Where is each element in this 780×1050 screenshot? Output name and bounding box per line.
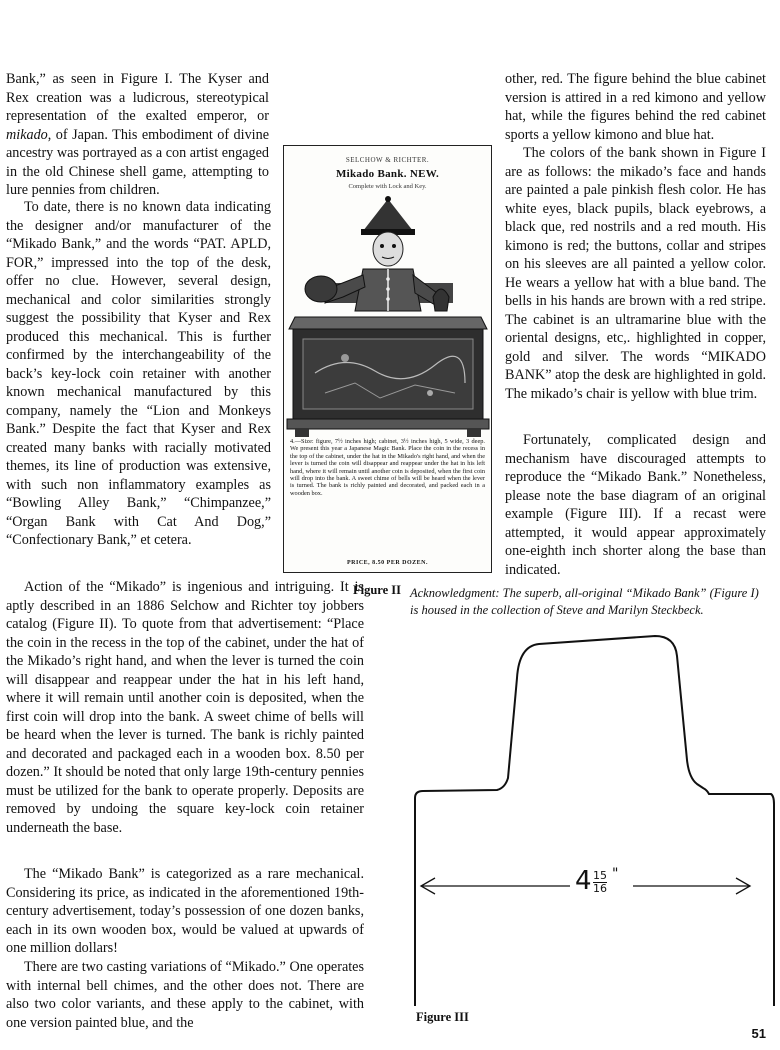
dimension-whole: 4	[575, 866, 592, 896]
left-paragraph-1: Bank,” as seen in Figure I. The Kyser and Rex creation was a ludicrous, stereotypical representation of the exalted emperor, or mikado, of Japan. This embodiment of divine ancestry was portrayed as a con artist engaged in the old Chinese shell game, attempting to lure pennies from children.	[6, 70, 364, 200]
ad-description: 4.—Size: figure, 7½ inches high; cabinet, 3½ inches high, 5 wide, 3 deep. We present this year a Japanese Magic Bank. Place the coin in the recess in the top of the cabinet, under the hat in the Mikado's right hand, and when the lever is turned the coin will disappear and reappear under the hat in his left hand, where it will remain until another coin is deposited, when the first coin will drop into the bank. A sweet chime of bells will be heard when the lever is turned. The bank is richly painted and decorated, and packed each in a wooden box.	[290, 438, 485, 497]
mikado-face	[373, 232, 403, 266]
ad-subtitle: Complete with Lock and Key.	[348, 183, 427, 190]
left-paragraph-4: The “Mikado Bank” is categorized as a rare mechanical. Considering its price, as indicated in the aforementioned 19th-century advertisement, today’s possession of one dozen banks, each in its own wooden box, would be valued at upwards of one million dollars!	[6, 866, 364, 956]
figure-3-base-diagram	[405, 628, 777, 1008]
dimension-unit: "	[612, 866, 619, 882]
mikado-hat	[363, 199, 413, 231]
bell-right	[433, 289, 449, 311]
dimension-fraction	[593, 870, 607, 895]
left-paragraph-5: There are two casting variations of “Mikado.” One operates with internal bell chimes, and the other does not. There are also two color variants, and these apply to the cabinet, with one version painted blue, and the	[6, 959, 364, 1031]
mikado-bank-illustration	[285, 193, 491, 438]
dimension-numerator: 15	[593, 869, 607, 882]
ad-title: Mikado Bank. NEW.	[335, 168, 440, 180]
cabinet-top	[289, 317, 487, 329]
right-paragraph-3: Fortunately, complicated design and mechanism have discouraged attempts to reproduce the “Mikado Bank.” Nonetheless, please note the base diagram of an original example (Figure III). If a recast were attempted, it would appear approximately one-eighth inch shorter along the base than indicated.	[505, 432, 766, 578]
ad-header: SELCHOW & RICHTER.	[345, 156, 430, 164]
figure-3-caption: Figure III	[416, 1010, 469, 1024]
page-number: 51	[751, 1026, 766, 1041]
figure-wrap-spacer-right	[410, 126, 505, 144]
figure-2-caption: Figure II	[353, 583, 402, 597]
cabinet-base	[287, 419, 489, 429]
right-paragraph-1: other, red. The figure behind the blue cabinet version is attired in a red kimono and yellow hat, while the figures behind the red cabinet sports a yellow kimono and blue hat.	[410, 70, 766, 144]
bell-left	[305, 276, 337, 302]
right-paragraph-2: The colors of the bank shown in Figure I are as follows: the mikado’s face and hands are painted a pale pinkish flesh color. He has white eyes, black pupils, black eyebrows, a black que, red nostrils and a red mouth. His kimono is red; the buttons, collar and stripes on his sleeves are all painted a yellow color. He wears a yellow hat with a blue band. The bells in his hands are brown with a red stripe. The cabinet is an ultramarine blue with the oriental designs, etc,. highlighted in copper, gold and silver. The words “MIKADO BANK” atop the desk are highlighted in gold. The mikado’s chair is yellow with blue trim.	[505, 145, 766, 402]
left-paragraph-2: To date, there is no known data indicating the designer and/or manufacturer of the “Mikado Bank,” and the words “PAT. APLD, FOR,” impressed into the top of the desk, offer no clue. However, several design, mechanical and color similarities strongly suggest the possibility that Kyser and Rex produced this mechanical. This is further confirmed by the interchangeability of the back’s key-lock coin retainer with another known mechanical manufactured by this company, namely the “Lion and Monkeys Bank.” Despite the fact that Kyser and Rex created many banks with racially motivated themes, its line of production was extensive, with such non inflammatory examples as “Bowling Alley Bank,” “Chimpanzee,” “Organ Bank with Cat And Dog,” “Confectionary Bank,” et cetera.	[6, 199, 271, 548]
base-outline	[415, 636, 774, 1006]
figure-2-advertisement	[283, 145, 492, 573]
left-paragraph-3: Action of the “Mikado” is ingenious and intriguing. It is aptly described in an 1886 Selchow and Richter toy jobbers catalog (Figure II). To quote from that advertisement: “Place the coin in the recess in the top of the cabinet, under the hat of the Mikado’s right hand, and when the lever is turned the coin will disappear and reappear under the hat in his left hand, where it will remain until another coin is deposited, when the first coin will drop into the bank. A sweet chime of bells will be heard when the lever is turned. The bank is richly painted and decorated and packaged each in a wooden box. 8.50 per dozen.” It should be noted that only large 19th-century pennies must be utilized for the bank to operate properly. Deposits are removed by undoing the square key-lock coin retainer underneath the base.	[6, 579, 364, 836]
dimension-denominator: 16	[593, 882, 607, 895]
acknowledgment: Acknowledgment: The superb, all-original “Mikado Bank” (Figure I) is housed in the collection of Steve and Marilyn Steckbeck.	[410, 586, 759, 617]
ad-price: PRICE, 8.50 PER DOZEN.	[346, 560, 428, 566]
